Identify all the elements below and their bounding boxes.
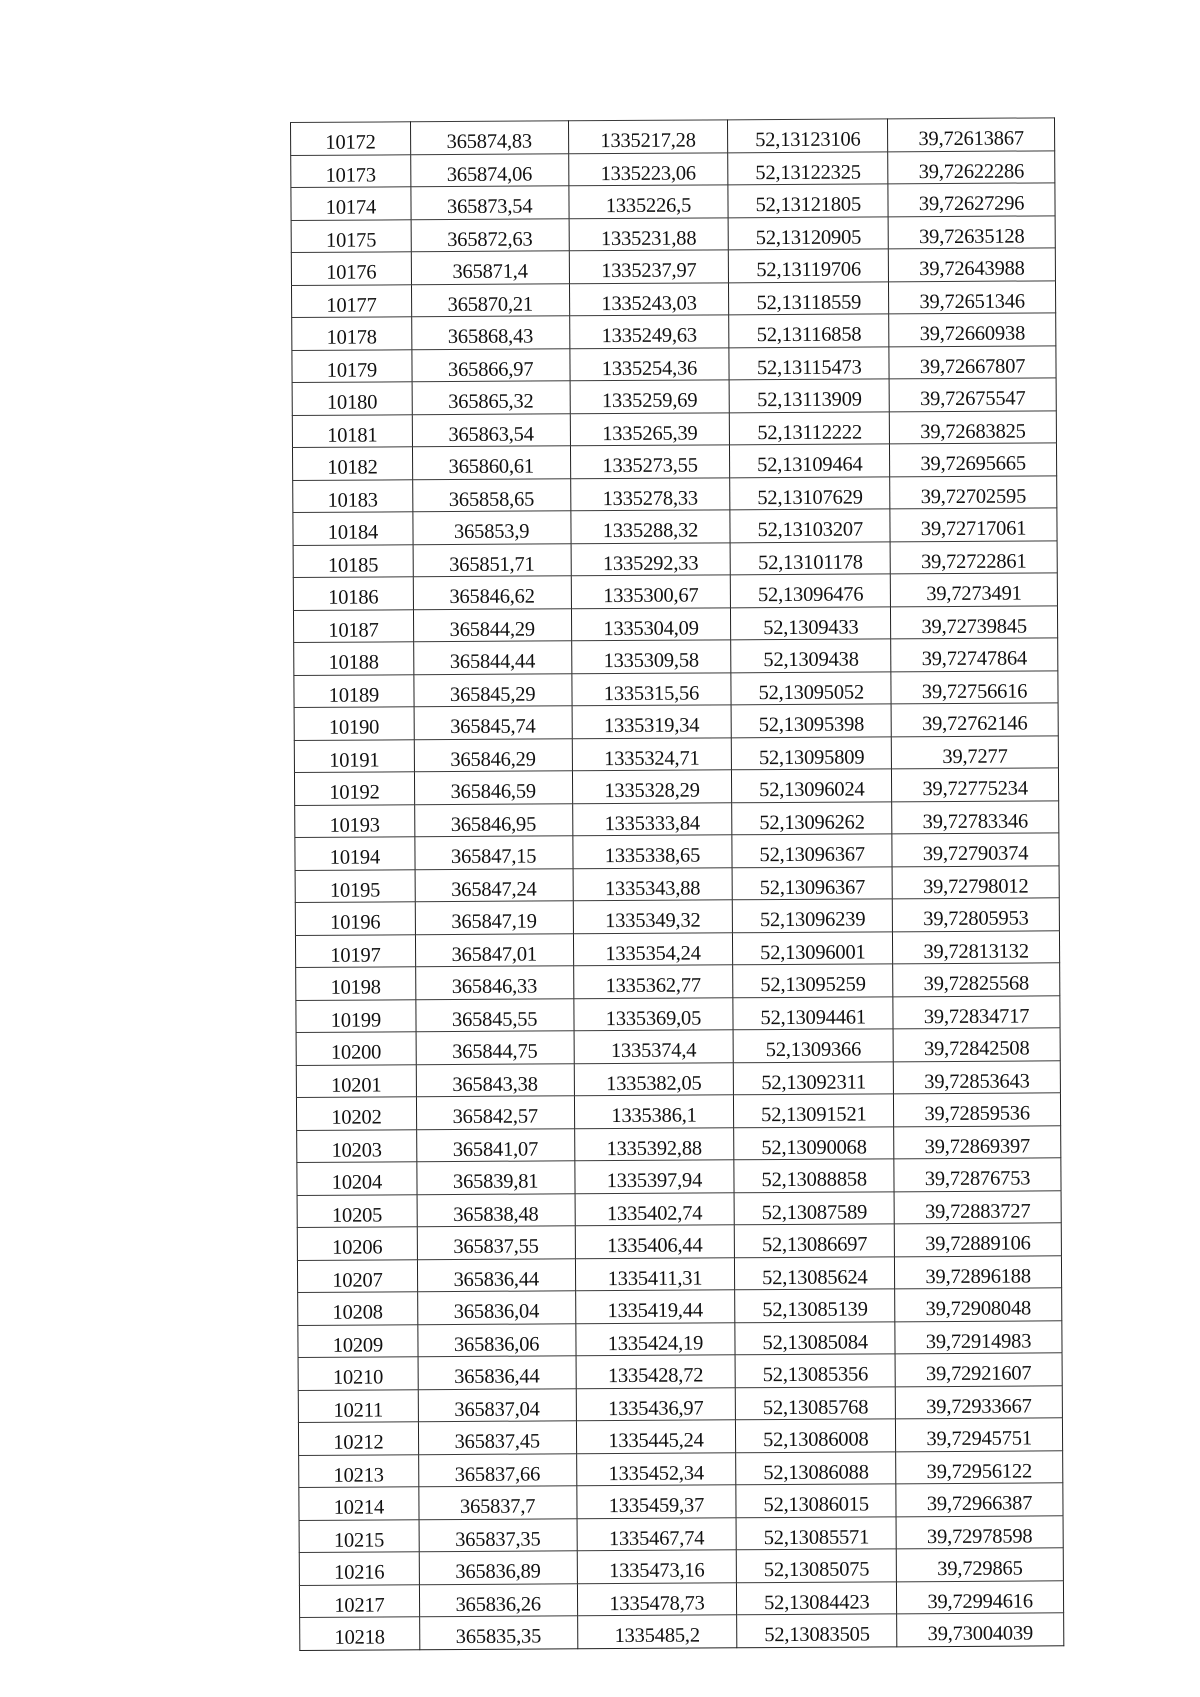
latitude-cell: 52,13086015 [736,1484,896,1517]
latitude-cell: 52,13096262 [732,801,892,834]
latitude-cell: 52,13090068 [734,1126,894,1159]
table-row [296,1093,1060,1130]
latitude-cell: 52,13094461 [733,996,893,1029]
y-coordinate-cell: 1335382,05 [574,1062,734,1095]
table-row [295,833,1059,870]
latitude-cell: 52,13088858 [734,1159,894,1192]
table-row [297,1158,1061,1195]
y-coordinate-cell: 1335419,44 [575,1290,735,1323]
latitude-cell: 52,13095398 [731,704,891,737]
table-row [291,280,1055,317]
table-row [296,963,1060,1000]
x-coordinate-cell: 365838,48 [417,1193,575,1226]
table-row [294,768,1058,805]
latitude-cell: 52,13084423 [737,1581,897,1614]
longitude-cell: 39,72914983 [895,1320,1062,1354]
longitude-cell: 39,72978598 [896,1515,1063,1549]
table-row [297,1223,1061,1260]
y-coordinate-cell: 1335292,33 [571,542,731,575]
latitude-cell: 52,13095259 [733,964,893,997]
longitude-cell: 39,72956122 [896,1450,1063,1484]
table-row [298,1385,1062,1422]
latitude-cell: 52,13115473 [729,346,889,379]
point-number-cell: 10208 [298,1292,418,1325]
table-row [296,1060,1060,1097]
latitude-cell: 52,13085084 [735,1321,895,1354]
x-coordinate-cell: 365874,83 [410,121,568,154]
longitude-cell: 39,72945751 [896,1418,1063,1452]
latitude-cell: 52,13123106 [728,119,888,152]
point-number-cell: 10197 [295,934,415,967]
table-row [293,605,1057,642]
longitude-cell: 39,72933667 [895,1385,1062,1419]
table-row [299,1515,1063,1552]
point-number-cell: 10182 [292,447,412,480]
latitude-cell: 52,13116858 [729,314,889,347]
y-coordinate-cell: 1335223,06 [568,152,728,185]
x-coordinate-cell: 365837,35 [419,1518,577,1551]
y-coordinate-cell: 1335354,24 [573,932,733,965]
point-number-cell: 10216 [299,1552,419,1585]
point-number-cell: 10181 [292,414,412,447]
point-number-cell: 10205 [297,1194,417,1227]
latitude-cell: 52,13122325 [728,151,888,184]
x-coordinate-cell: 365837,7 [419,1486,577,1519]
y-coordinate-cell: 1335478,73 [577,1582,737,1615]
longitude-cell: 39,72790374 [892,833,1059,867]
point-number-cell: 10180 [292,382,412,415]
x-coordinate-cell: 365836,26 [419,1583,577,1616]
point-number-cell: 10172 [291,122,411,155]
table-row [292,443,1056,480]
longitude-cell: 39,72717061 [890,508,1057,542]
table-row [292,378,1056,415]
table-row [295,930,1059,967]
longitude-cell: 39,72739845 [891,605,1058,639]
latitude-cell: 52,13121805 [728,184,888,217]
longitude-cell: 39,72613867 [888,118,1055,152]
x-coordinate-cell: 365872,63 [411,218,569,251]
point-number-cell: 10198 [296,967,416,1000]
x-coordinate-cell: 365845,29 [414,673,572,706]
longitude-cell: 39,72702595 [890,475,1057,509]
table-row [294,735,1058,772]
table-row [292,345,1056,382]
point-number-cell: 10183 [293,479,413,512]
x-coordinate-cell: 365846,62 [413,576,571,609]
table-row [292,313,1056,350]
point-number-cell: 10210 [298,1357,418,1390]
y-coordinate-cell: 1335254,36 [569,347,729,380]
latitude-cell: 52,13085356 [735,1354,895,1387]
table-row [300,1613,1064,1650]
latitude-cell: 52,13086008 [736,1419,896,1452]
table-row [299,1580,1063,1617]
y-coordinate-cell: 1335333,84 [572,802,732,835]
latitude-cell: 52,13085075 [737,1549,897,1582]
latitude-cell: 52,13118559 [729,281,889,314]
point-number-cell: 10204 [297,1162,417,1195]
x-coordinate-cell: 365846,59 [414,771,572,804]
longitude-cell: 39,72834717 [893,995,1060,1029]
y-coordinate-cell: 1335243,03 [569,282,729,315]
x-coordinate-cell: 365844,29 [413,608,571,641]
latitude-cell: 52,13095809 [732,736,892,769]
latitude-cell: 52,1309366 [733,1029,893,1062]
x-coordinate-cell: 365837,04 [418,1388,576,1421]
x-coordinate-cell: 365841,07 [416,1128,574,1161]
longitude-cell: 39,72883727 [894,1190,1061,1224]
table-row [292,410,1056,447]
longitude-cell: 39,72627296 [888,183,1055,217]
point-number-cell: 10212 [298,1422,418,1455]
latitude-cell: 52,13092311 [734,1061,894,1094]
longitude-cell: 39,72695665 [890,443,1057,477]
point-number-cell: 10218 [300,1617,420,1650]
x-coordinate-cell: 365847,01 [415,933,573,966]
latitude-cell: 52,13101178 [730,541,890,574]
latitude-cell: 52,13085768 [736,1386,896,1419]
x-coordinate-cell: 365863,54 [412,413,570,446]
longitude-cell: 39,72994616 [897,1580,1064,1614]
longitude-cell: 39,72889106 [894,1223,1061,1257]
point-number-cell: 10200 [296,1032,416,1065]
point-number-cell: 10215 [299,1519,419,1552]
x-coordinate-cell: 365847,19 [415,901,573,934]
point-number-cell: 10191 [294,739,414,772]
x-coordinate-cell: 365846,33 [415,966,573,999]
longitude-cell: 39,72876753 [894,1158,1061,1192]
y-coordinate-cell: 1335343,88 [573,867,733,900]
longitude-cell: 39,72783346 [892,800,1059,834]
x-coordinate-cell: 365835,35 [419,1616,577,1649]
x-coordinate-cell: 365868,43 [411,316,569,349]
table-row [291,215,1055,252]
x-coordinate-cell: 365866,97 [412,348,570,381]
point-number-cell: 10185 [293,544,413,577]
x-coordinate-cell: 365865,32 [412,381,570,414]
y-coordinate-cell: 1335324,71 [572,737,732,770]
coordinates-table-body [291,118,1064,1650]
y-coordinate-cell: 1335338,65 [572,835,732,868]
latitude-cell: 52,13112222 [730,411,890,444]
point-number-cell: 10194 [295,837,415,870]
y-coordinate-cell: 1335259,69 [570,380,730,413]
latitude-cell: 52,13096024 [732,769,892,802]
point-number-cell: 10217 [299,1584,419,1617]
point-number-cell: 10173 [291,154,411,187]
table-row [291,183,1055,220]
x-coordinate-cell: 365844,44 [413,641,571,674]
table-row [298,1418,1062,1455]
x-coordinate-cell: 365851,71 [413,543,571,576]
longitude-cell: 39,72896188 [895,1255,1062,1289]
y-coordinate-cell: 1335237,97 [569,250,729,283]
y-coordinate-cell: 1335459,37 [576,1485,736,1518]
x-coordinate-cell: 365836,89 [419,1551,577,1584]
point-number-cell: 10176 [291,252,411,285]
latitude-cell: 52,13086088 [736,1451,896,1484]
latitude-cell: 52,13091521 [734,1094,894,1127]
point-number-cell: 10189 [294,674,414,707]
longitude-cell: 39,7277 [891,735,1058,769]
table-row [299,1548,1063,1585]
table-row [294,703,1058,740]
table-row [297,1255,1061,1292]
longitude-cell: 39,72675547 [889,378,1056,412]
longitude-cell: 39,72966387 [896,1483,1063,1517]
y-coordinate-cell: 1335386,1 [574,1095,734,1128]
latitude-cell: 52,13120905 [728,216,888,249]
y-coordinate-cell: 1335315,56 [571,672,731,705]
point-number-cell: 10190 [294,707,414,740]
point-number-cell: 10175 [291,219,411,252]
longitude-cell: 39,72805953 [892,898,1059,932]
latitude-cell: 52,13085624 [735,1256,895,1289]
x-coordinate-cell: 365836,44 [417,1258,575,1291]
longitude-cell: 39,729865 [896,1548,1063,1582]
y-coordinate-cell: 1335231,88 [569,217,729,250]
y-coordinate-cell: 1335362,77 [573,965,733,998]
x-coordinate-cell: 365836,04 [417,1291,575,1324]
longitude-cell: 39,73004039 [897,1613,1064,1647]
latitude-cell: 52,13096239 [733,899,893,932]
table-row [296,995,1060,1032]
point-number-cell: 10203 [297,1129,417,1162]
table-row [298,1353,1062,1390]
table-row [291,118,1055,155]
longitude-cell: 39,72643988 [888,248,1055,282]
x-coordinate-cell: 365837,55 [417,1226,575,1259]
table-row [299,1483,1063,1520]
point-number-cell: 10206 [297,1227,417,1260]
y-coordinate-cell: 1335374,4 [574,1030,734,1063]
table-row [294,638,1058,675]
x-coordinate-cell: 365870,21 [411,283,569,316]
longitude-cell: 39,72869397 [894,1125,1061,1159]
x-coordinate-cell: 365873,54 [411,186,569,219]
longitude-cell: 39,72842508 [893,1028,1060,1062]
latitude-cell: 52,13086697 [735,1224,895,1257]
latitude-cell: 52,1309438 [731,639,891,672]
longitude-cell: 39,72908048 [895,1288,1062,1322]
table-row [295,800,1059,837]
point-number-cell: 10192 [294,772,414,805]
x-coordinate-cell: 365847,24 [415,868,573,901]
longitude-cell: 39,72825568 [893,963,1060,997]
x-coordinate-cell: 365842,57 [416,1096,574,1129]
point-number-cell: 10202 [296,1097,416,1130]
table-row [296,1028,1060,1065]
x-coordinate-cell: 365845,55 [416,998,574,1031]
point-number-cell: 10211 [298,1389,418,1422]
point-number-cell: 10196 [295,902,415,935]
y-coordinate-cell: 1335436,97 [576,1387,736,1420]
x-coordinate-cell: 365847,15 [415,836,573,869]
y-coordinate-cell: 1335304,09 [571,607,731,640]
point-number-cell: 10214 [299,1487,419,1520]
y-coordinate-cell: 1335265,39 [570,412,730,445]
x-coordinate-cell: 365839,81 [417,1161,575,1194]
latitude-cell: 52,13083505 [737,1614,897,1647]
longitude-cell: 39,72635128 [888,215,1055,249]
table-row [297,1125,1061,1162]
longitude-cell: 39,72747864 [891,638,1058,672]
y-coordinate-cell: 1335309,58 [571,640,731,673]
point-number-cell: 10188 [294,642,414,675]
latitude-cell: 52,13085139 [735,1289,895,1322]
longitude-cell: 39,72722861 [890,540,1057,574]
longitude-cell: 39,72859536 [894,1093,1061,1127]
x-coordinate-cell: 365846,29 [414,738,572,771]
table-row [298,1320,1062,1357]
y-coordinate-cell: 1335428,72 [576,1355,736,1388]
x-coordinate-cell: 365858,65 [412,478,570,511]
longitude-cell: 39,72798012 [892,865,1059,899]
table-row [295,865,1059,902]
y-coordinate-cell: 1335411,31 [575,1257,735,1290]
table-row [298,1288,1062,1325]
longitude-cell: 39,72660938 [889,313,1056,347]
x-coordinate-cell: 365837,45 [418,1421,576,1454]
y-coordinate-cell: 1335300,67 [571,575,731,608]
point-number-cell: 10178 [292,317,412,350]
longitude-cell: 39,72683825 [889,410,1056,444]
longitude-cell: 39,72813132 [893,930,1060,964]
y-coordinate-cell: 1335452,34 [576,1452,736,1485]
table-row [294,670,1058,707]
x-coordinate-cell: 365860,61 [412,446,570,479]
latitude-cell: 52,13085571 [736,1516,896,1549]
x-coordinate-cell: 365871,4 [411,251,569,284]
y-coordinate-cell: 1335217,28 [568,120,728,153]
latitude-cell: 52,13096476 [731,574,891,607]
x-coordinate-cell: 365843,38 [416,1063,574,1096]
y-coordinate-cell: 1335226,5 [568,185,728,218]
longitude-cell: 39,72667807 [889,345,1056,379]
y-coordinate-cell: 1335319,34 [572,705,732,738]
latitude-cell: 52,13096367 [732,834,892,867]
point-number-cell: 10186 [293,577,413,610]
longitude-cell: 39,7273491 [890,573,1057,607]
table-row [291,150,1055,187]
point-number-cell: 10193 [295,804,415,837]
latitude-cell: 52,13119706 [729,249,889,282]
latitude-cell: 52,13096367 [732,866,892,899]
y-coordinate-cell: 1335249,63 [569,315,729,348]
table-row [291,248,1055,285]
y-coordinate-cell: 1335273,55 [570,445,730,478]
latitude-cell: 52,13096001 [733,931,893,964]
y-coordinate-cell: 1335445,24 [576,1420,736,1453]
x-coordinate-cell: 365874,06 [410,153,568,186]
point-number-cell: 10207 [297,1259,417,1292]
point-number-cell: 10177 [291,284,411,317]
y-coordinate-cell: 1335278,33 [570,477,730,510]
x-coordinate-cell: 365846,95 [414,803,572,836]
table-row [293,475,1057,512]
y-coordinate-cell: 1335424,19 [575,1322,735,1355]
latitude-cell: 52,13113909 [729,379,889,412]
x-coordinate-cell: 365836,44 [418,1356,576,1389]
point-number-cell: 10184 [293,512,413,545]
point-number-cell: 10195 [295,869,415,902]
y-coordinate-cell: 1335369,05 [573,997,733,1030]
table-row [295,898,1059,935]
longitude-cell: 39,72921607 [895,1353,1062,1387]
latitude-cell: 52,13107629 [730,476,890,509]
y-coordinate-cell: 1335349,32 [573,900,733,933]
point-number-cell: 10209 [298,1324,418,1357]
longitude-cell: 39,72622286 [888,150,1055,184]
point-number-cell: 10187 [293,609,413,642]
point-number-cell: 10179 [292,349,412,382]
y-coordinate-cell: 1335467,74 [577,1517,737,1550]
y-coordinate-cell: 1335406,44 [575,1225,735,1258]
latitude-cell: 52,1309433 [731,606,891,639]
x-coordinate-cell: 365844,75 [416,1031,574,1064]
y-coordinate-cell: 1335288,32 [570,510,730,543]
point-number-cell: 10174 [291,187,411,220]
point-number-cell: 10199 [296,999,416,1032]
point-number-cell: 10201 [296,1064,416,1097]
latitude-cell: 52,13087589 [734,1191,894,1224]
table-row [299,1450,1063,1487]
table-row [293,540,1057,577]
point-number-cell: 10213 [299,1454,419,1487]
y-coordinate-cell: 1335485,2 [577,1615,737,1648]
table-row [297,1190,1061,1227]
longitude-cell: 39,72775234 [892,768,1059,802]
latitude-cell: 52,13103207 [730,509,890,542]
y-coordinate-cell: 1335402,74 [575,1192,735,1225]
longitude-cell: 39,72853643 [893,1060,1060,1094]
table-row [293,508,1057,545]
longitude-cell: 39,72756616 [891,670,1058,704]
y-coordinate-cell: 1335473,16 [577,1550,737,1583]
longitude-cell: 39,72762146 [891,703,1058,737]
y-coordinate-cell: 1335328,29 [572,770,732,803]
coordinates-table [290,117,1064,1650]
y-coordinate-cell: 1335392,88 [574,1127,734,1160]
latitude-cell: 52,13109464 [730,444,890,477]
x-coordinate-cell: 365837,66 [418,1453,576,1486]
x-coordinate-cell: 365845,74 [414,706,572,739]
x-coordinate-cell: 365853,9 [413,511,571,544]
y-coordinate-cell: 1335397,94 [574,1160,734,1193]
longitude-cell: 39,72651346 [889,280,1056,314]
latitude-cell: 52,13095052 [731,671,891,704]
table-row [293,573,1057,610]
x-coordinate-cell: 365836,06 [418,1323,576,1356]
